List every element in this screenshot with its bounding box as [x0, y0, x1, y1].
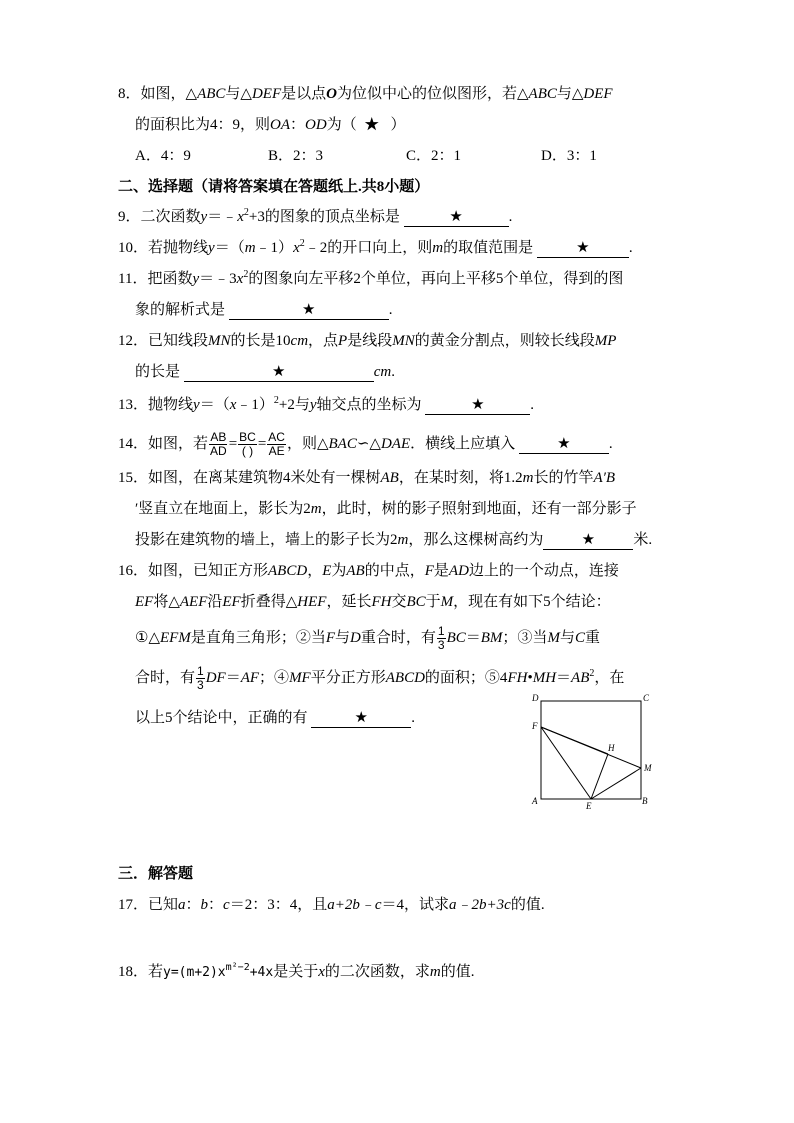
fraction-bc-blank: $\frac{BC}{( )}$	[239, 430, 256, 459]
q8-option-b: B．2：3	[268, 148, 324, 164]
label-e: E	[586, 801, 592, 810]
segment-fe	[541, 727, 591, 799]
q18: 18．若$y=(m+2)x^{m^2-2}+4x$是关于x的二次函数，求m的值.	[118, 962, 475, 980]
answer-blank[interactable]: ★	[184, 363, 374, 382]
answer-blank[interactable]: ★	[425, 396, 530, 415]
q11-line1: 11．把函数$y=﹣3x^2$的图象向左平移2个单位，再向上平移5个单位，得到的图	[118, 269, 624, 287]
answer-star: ★	[364, 117, 380, 133]
q16-line1: 16．如图，已知正方形ABCD，E为AB的中点，F是AD边上的一个动点，连接	[118, 563, 619, 579]
fraction-one-third: $\frac{1}{3}$	[437, 624, 445, 653]
segment-fh	[541, 727, 608, 754]
q15-line3: 投影在建筑物的墙上，墙上的影子长为2m，那么这棵树高约为 ★ 米.	[135, 532, 653, 548]
q10: 10．若抛物线$y=(m﹣1)x^2﹣2$的开口向上，则m的取值范围是 ★ .	[118, 238, 633, 256]
label-h: H	[608, 743, 615, 753]
fraction-one-third: $\frac{1}{3}$	[197, 664, 204, 693]
square-figure	[528, 692, 658, 810]
q12-line1: 12．已知线段MN的长是10cm，点P是线段MN的黄金分割点，则较长线段MP	[118, 333, 617, 349]
q8-option-c: C．2：1	[406, 148, 462, 164]
answer-blank[interactable]: ★	[543, 531, 633, 550]
segment-em	[591, 768, 641, 799]
answer-blank[interactable]: ★	[519, 435, 609, 454]
fraction-ac-ae: $\frac{AC}{AE}$	[268, 430, 285, 459]
answer-blank[interactable]: ★	[537, 239, 629, 258]
q11-line2: 象的解析式是 ★ .	[135, 302, 393, 318]
q8-line1: 8．如图，△ABC与△DEF是以点O为位似中心的位似图形，若△ABC与△DEF	[118, 86, 613, 102]
label-a: A	[532, 796, 538, 806]
segment-eh	[591, 754, 608, 799]
answer-blank[interactable]: ★	[404, 208, 509, 227]
label-f: F	[532, 721, 538, 731]
q16-line3: ①△EFM是直角三角形；②当F与D重合时，有 $\frac{1}{3}$ BC＝BM；③当M与C重	[135, 624, 600, 653]
q8-option-d: D．3：1	[541, 148, 597, 164]
q14: 14．如图，若 $\frac{AB}{AD}$ = $\frac{BC}{( )}$ = $\frac{AC}{AE}$ ，则△BAC∽△DAE．横线上应填入 ★ .	[118, 430, 613, 459]
answer-blank[interactable]: ★	[229, 301, 389, 320]
q8-option-a: A．4：9	[135, 148, 191, 164]
q16-line4: 合时，有 $\frac{1}{3}$ DF＝AF；④MF平分正方形ABCD的面积；$⑤4FH•MH=AB^2$，在	[135, 664, 625, 693]
square-abcd	[541, 701, 641, 799]
q15-line2: ′竖直立在地面上，影长为2m，此时，树的影子照射到地面，还有一部分影子	[135, 501, 637, 517]
label-m: M	[644, 763, 652, 773]
q12-line2: 的长是 ★ cm.	[135, 364, 396, 380]
q16-line5: 以上5个结论中，正确的有 ★ .	[135, 710, 416, 726]
label-d: D	[532, 693, 539, 703]
q17: 17．已知a：b：c＝2：3：4，且a+2b﹣c＝4，试求a﹣2b+3c的值.	[118, 897, 545, 913]
q16-line2: EF将△AEF沿EF折叠得△HEF，延长FH交BC于M，现在有如下5个结论：	[135, 594, 611, 610]
q15-line1: 15．如图，在离某建筑物4米处有一棵树AB，在某时刻，将1.2m长的竹竿A′B	[118, 470, 616, 486]
label-b: B	[642, 796, 648, 806]
label-c: C	[643, 693, 650, 703]
q13: 13．抛物线y＝（x﹣1）$^2$+2与y轴交点的坐标为 ★ .	[118, 395, 535, 413]
section2-heading: 二、选择题（请将答案填在答题纸上.共8小题）	[118, 179, 430, 195]
q8-line2: 的面积比为4：9，则OA：OD为（ ★ ）	[135, 117, 406, 133]
answer-blank[interactable]: ★	[311, 709, 411, 728]
q9: 9．二次函数$y=﹣x^2+3$的图象的顶点坐标是 ★ .	[118, 207, 513, 225]
section3-heading: 三．解答题	[118, 866, 194, 882]
fraction-ab-ad: $\frac{AB}{AD}$	[210, 430, 227, 459]
